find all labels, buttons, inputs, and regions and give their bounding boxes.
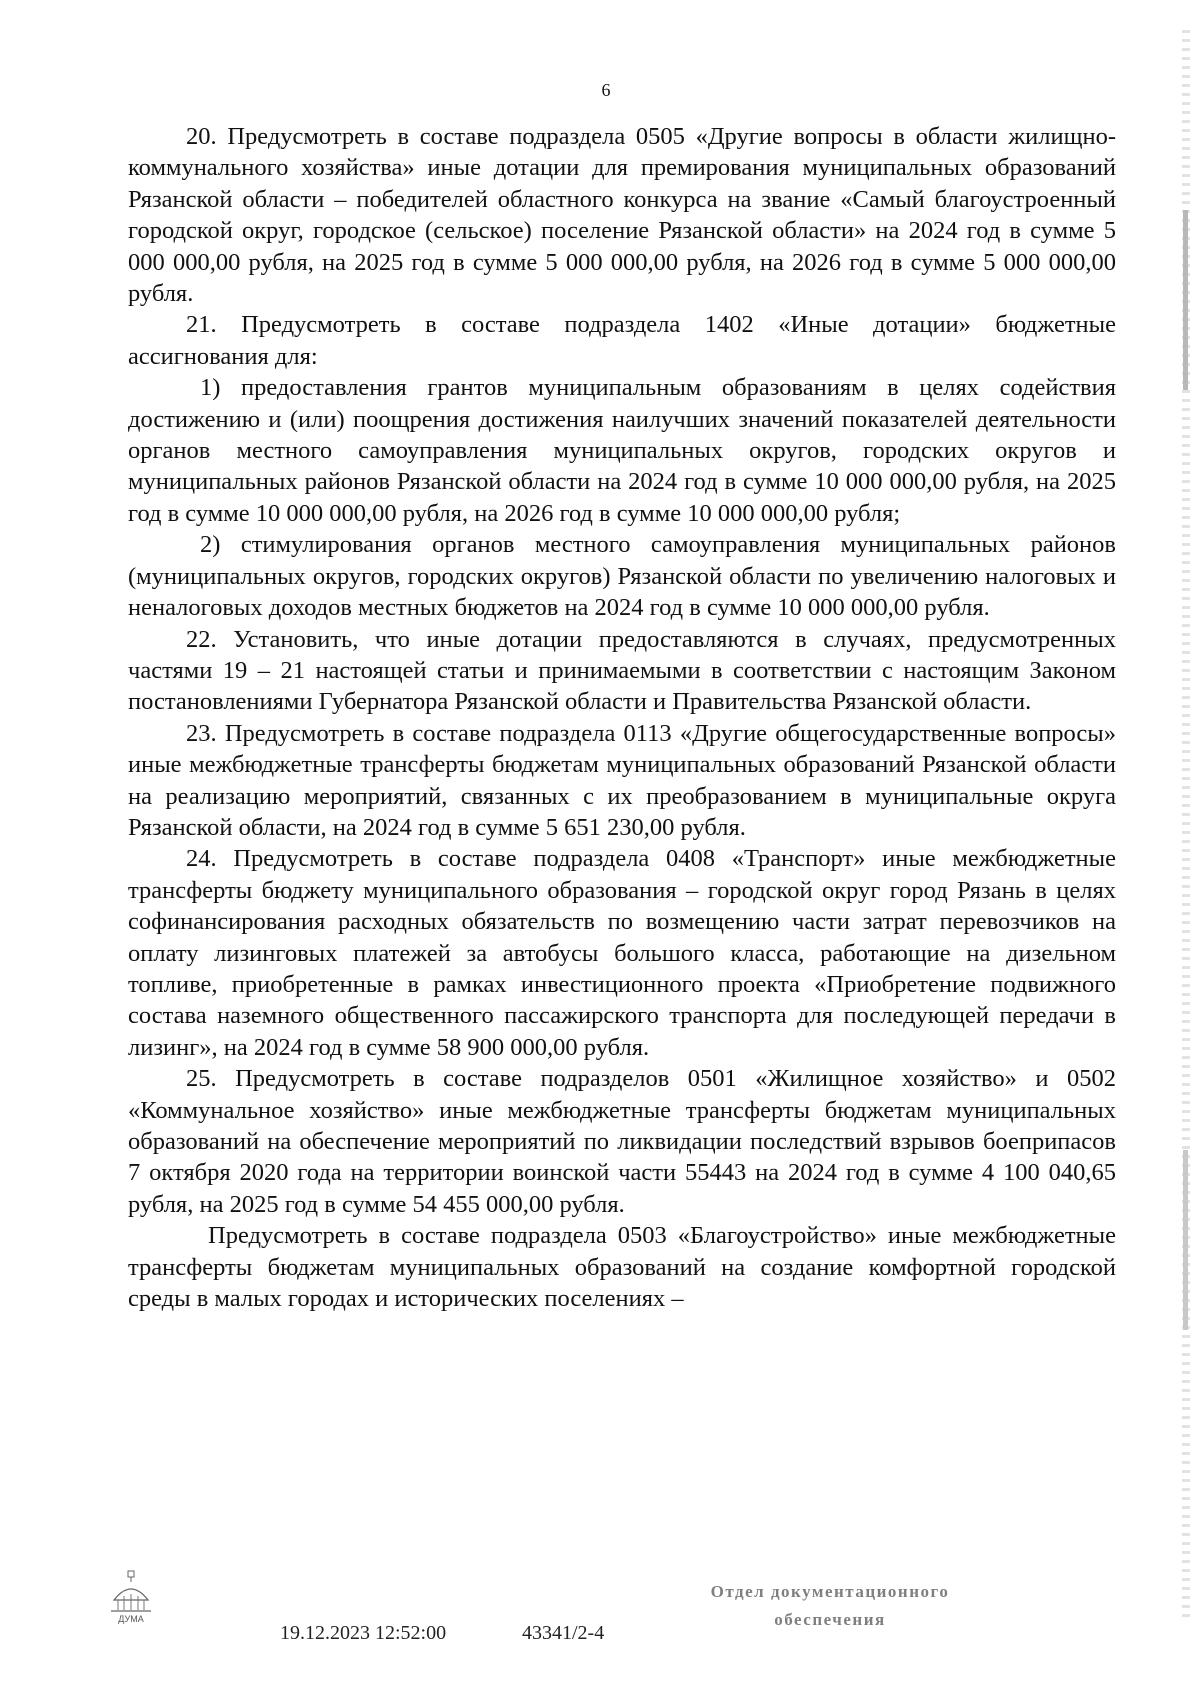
document-body: [128, 121, 1116, 1314]
paragraph-25: 25. Предусмотреть в составе подразделов 0501 «Жилищное хозяйство» и 0502 «Коммунальное хозяйство» иные межбюджетные трансферты бюджетам муниципальных образований на обеспечение мероприятий по ликвидации последствий взрывов боеприпасов 7 октября 2020 года на территории воинской части 55443 на 2024 год в сумме 4 100 040,65 рубля, на 2025 год в сумме 54 455 000,00 рубля.: [128, 1065, 1116, 1218]
duma-logo: [108, 1570, 154, 1626]
timestamp: 19.12.2023 12:52:00: [280, 1622, 447, 1644]
scan-edge-mark: [1183, 1150, 1188, 1330]
paragraph-24: 24. Предусмотреть в составе подраздела 0408 «Транспорт» иные межбюджетные трансферты бюджету муниципального образования – городской округ город Рязань в целях софинансирования расходных обязательств по возмещению части затрат перевозчиков на оплату лизинговых платежей за автобусы большого класса, работающие на дизельном топливе, приобретенные в рамках инвестиционного проекта «Приобретение подвижного состава наземного общественного пассажирского транспорта для последующей передачи в лизинг», на 2024 год в сумме 58 900 000,00 рубля.: [128, 845, 1116, 1061]
page-number: 6: [601, 80, 611, 100]
duma-logo-text: ДУМА: [118, 1614, 144, 1624]
department-stamp-line: Отдел документационного: [710, 1582, 950, 1601]
scan-edge-mark: [1183, 210, 1188, 390]
paragraph-22: 22. Установить, что иные дотации предоставляются в случаях, предусмотренных частями 19 – 21 настоящей статьи и принимаемыми в соответствии с настоящим Законом постановлениями Губернатора Рязанской области и Правительства Рязанской области.: [128, 625, 1116, 716]
paragraph-21-item-1: 1) предоставления грантов муниципальным образованиям в целях содействия достижению и (или) поощрения достижения наилучших значений показателей деятельности органов местного самоуправления муниципальных округов, городских округов и муниципальных районов Рязанской области на 2024 год в сумме 10 000 000,00 рубля, на 2025 год в сумме 10 000 000,00 рубля, на 2026 год в сумме 10 000 000,00 рубля;: [128, 374, 1116, 527]
document-number: 43341/2-4: [522, 1622, 605, 1644]
paragraph-21: 21. Предусмотреть в составе подраздела 1402 «Иные дотации» бюджетные ассигнования для:: [128, 311, 1116, 370]
department-stamp: [700, 1578, 960, 1634]
paragraph-23: 23. Предусмотреть в составе подраздела 0113 «Другие общегосударственные вопросы» иные межбюджетные трансферты бюджетам муниципальных образований Рязанской области на реализацию мероприятий, связанных с их преобразованием в муниципальные округа Рязанской области, на 2024 год в сумме 5 651 230,00 рубля.: [128, 719, 1116, 841]
paragraph-20: 20. Предусмотреть в составе подраздела 0505 «Другие вопросы в области жилищно-коммунального хозяйства» иные дотации для премирования муниципальных образований Рязанской области – победителей областного конкурса на звание «Самый благоустроенный городской округ, городское (сельское) поселение Рязанской области» на 2024 год в сумме 5 000 000,00 рубля, на 2025 год в сумме 5 000 000,00 рубля, на 2026 год в сумме 5 000 000,00 рубля.: [128, 123, 1116, 308]
paragraph-25-continuation: Предусмотреть в составе подраздела 0503 «Благоустройство» иные межбюджетные трансферты бюджетам муниципальных образований на создание комфортной городской среды в малых городах и исторических поселениях –: [128, 1222, 1116, 1313]
paragraph-21-item-2: 2) стимулирования органов местного самоуправления муниципальных районов (муниципальных округов, городских округов) Рязанской области по увеличению налоговых и неналоговых доходов местных бюджетов на 2024 год в сумме 10 000 000,00 рубля.: [128, 531, 1116, 622]
department-stamp-line: обеспечения: [774, 1610, 886, 1629]
